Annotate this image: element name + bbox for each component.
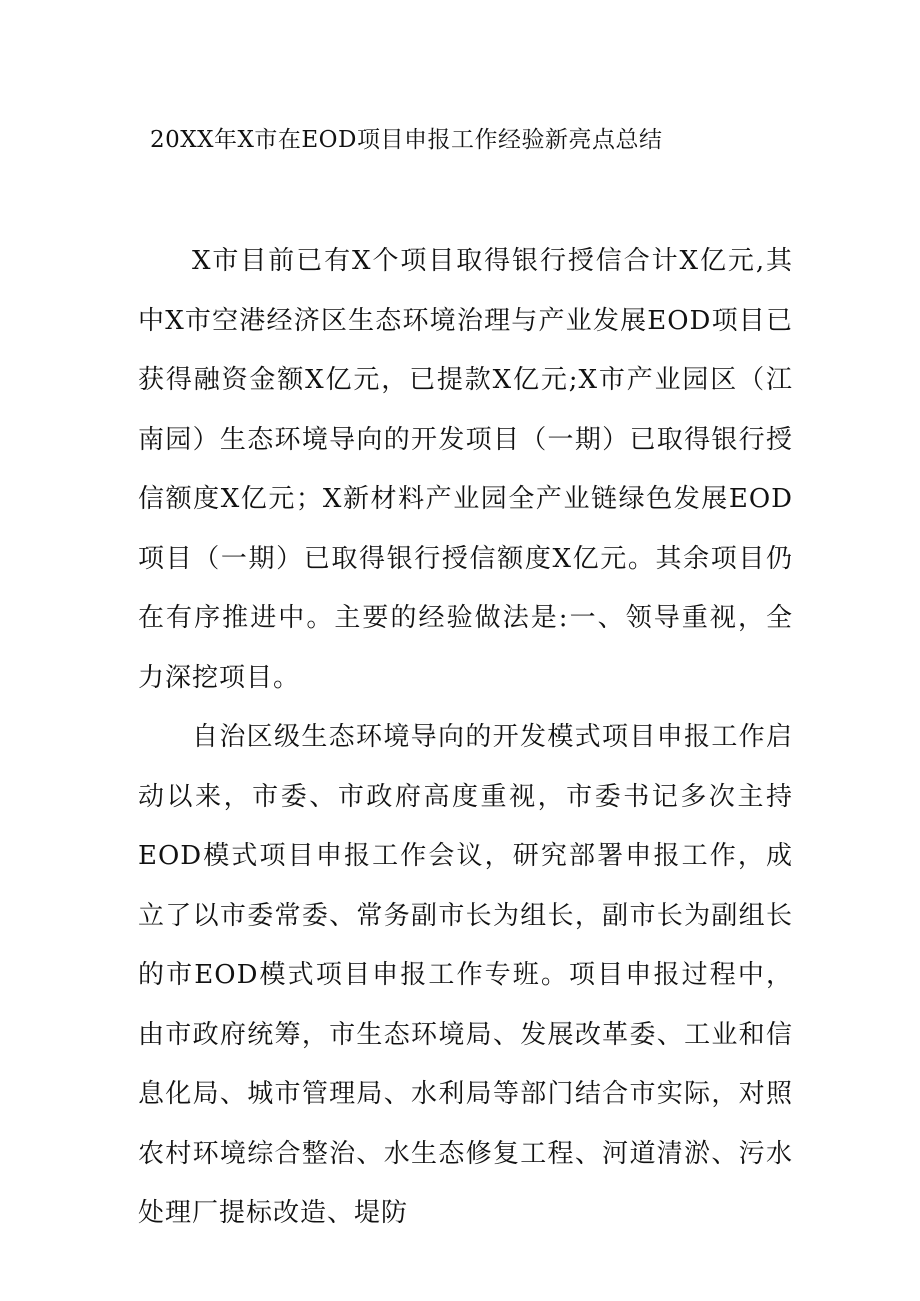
paragraph-2: 自治区级生态环境导向的开发模式项目申报工作启动以来，市委、市政府高度重视，市委书记多次主持EOD模式项目申报工作会议，研究部署申报工作，成立了以市委常委、常务副市长为组长，副市长为副组长的市EOD模式项目申报工作专班。项目申报过程中，由市政府统筹，市生态环境局、发展改革委、工业和信息化局、城市管理局、水利局等部门结合市实际，对照农村环境综合整治、水生态修复工程、河道清淤、污水处理厂提标改造、堤防 xyxy=(138,722,793,1228)
document-body xyxy=(138,232,793,1244)
paragraph-1: X市目前已有X个项目取得银行授信合计X亿元,其中X市空港经济区生态环境治理与产业发展EOD项目已获得融资金额X亿元，已提款X亿元;X市产业园区（江南园）生态环境导向的开发项目（一期）已取得银行授信额度X亿元；X新材料产业园全产业链绿色发展EOD项目（一期）已取得银行授信额度X亿元。其余项目仍在有序推进中。主要的经验做法是:一、领导重视，全力深挖项目。 xyxy=(138,246,793,693)
document-title: 20XX年X市在EOD项目申报工作经验新亮点总结 xyxy=(150,127,663,153)
